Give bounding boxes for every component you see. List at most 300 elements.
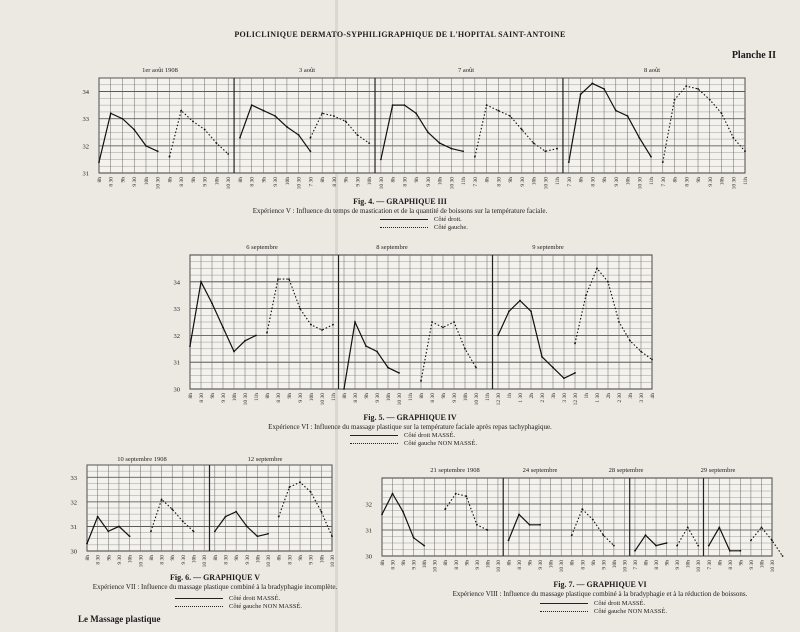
fig5-data-point: [651, 359, 653, 361]
fig4-plot: [83, 67, 750, 189]
fig5-data-point: [640, 351, 642, 353]
fig7-data-point: [602, 534, 604, 536]
fig4-xtick-label: 10h: [214, 177, 221, 186]
fig5-xtick-label: 10h: [232, 393, 238, 402]
fig6-data-point: [299, 481, 301, 483]
fig7-data-point: [718, 527, 720, 529]
fig6-xtick-label: 10 30: [330, 555, 336, 568]
fig6-xtick-label: 9 30: [244, 555, 251, 565]
fig7-xtick-label: 10 30: [622, 560, 629, 573]
fig4-data-point: [638, 137, 640, 139]
fig5-xtick-label: 10h: [386, 393, 392, 402]
fig4-data-point: [732, 137, 734, 139]
fig5-data-point: [541, 356, 543, 358]
fig4-data-point: [286, 126, 288, 128]
fig4-ytick-label: 32: [82, 143, 89, 151]
fig7-data-point: [697, 545, 699, 547]
fig7-xtick-label: 8 30: [727, 560, 734, 570]
fig4-data-point: [685, 85, 687, 87]
fig6-data-point: [320, 511, 322, 513]
fig7-title: Fig. 7. — GRAPHIQUE VI: [553, 580, 647, 589]
fig5-data-point: [189, 345, 191, 347]
fig6-data-point: [161, 499, 163, 501]
fig5-data-point: [255, 335, 257, 337]
fig7-data-point: [402, 511, 404, 513]
fig4-data-point: [345, 121, 347, 123]
fig4-xtick-label: 8 30: [249, 177, 256, 187]
fig4-xtick-label: 9h: [120, 177, 127, 183]
fig5-ytick-label: 34: [173, 279, 180, 287]
fig6-xtick-label: 10h: [191, 555, 198, 564]
fig5-xtick-label: 12 30: [496, 393, 502, 406]
fig6-data-point: [310, 491, 312, 493]
fig6-xtick-label: 10 30: [138, 555, 145, 568]
fig6-data-point: [278, 516, 280, 518]
legend-solid-line: [350, 435, 398, 436]
fig7-data-point: [571, 534, 573, 536]
fig4-data-point: [310, 150, 312, 152]
fig7-xtick-label: 9h: [590, 560, 597, 566]
fig7-xtick-label: 8 30: [390, 560, 397, 570]
fig4-data-point: [521, 129, 523, 131]
fig6-data-point: [246, 526, 248, 528]
fig5-data-point: [277, 278, 279, 280]
fig6-xtick-label: 10 30: [266, 555, 273, 568]
fig5-data-point: [596, 268, 598, 270]
fig5-xtick-label: 9 30: [375, 393, 381, 403]
fig6-title: Fig. 6. — GRAPHIQUE V: [169, 573, 261, 582]
fig4-xtick-label: 11h: [649, 177, 656, 186]
fig6-xtick-label: 8 30: [223, 555, 230, 565]
fig4-data-point: [110, 112, 112, 114]
fig4-xtick-label: 9 30: [425, 177, 432, 187]
fig7-xtick-label: 8h: [569, 560, 576, 566]
fig7-data-point: [508, 540, 510, 542]
fig5-data-point: [233, 351, 235, 353]
fig5-xtick-label: 1 30: [518, 393, 524, 403]
fig7-xtick-label: 9 30: [538, 560, 545, 570]
fig7-data-point: [581, 508, 583, 510]
fig4-data-point: [204, 129, 206, 131]
fig7-xtick-label: 10h: [611, 560, 618, 569]
fig7-xtick-label: 8h: [717, 560, 724, 566]
fig4-data-point: [133, 129, 135, 131]
fig4-data-point: [427, 131, 429, 133]
fig6-data-point: [225, 516, 227, 518]
fig6-plot: [71, 456, 337, 567]
fig4-data-point: [497, 110, 499, 112]
fig5-xtick-label: 2h: [606, 393, 612, 399]
fig5-data-point: [629, 340, 631, 342]
fig6-xtick-label: 9 30: [116, 555, 123, 565]
fig5-data-point: [431, 321, 433, 323]
fig5-xtick-label: 8h: [265, 393, 271, 399]
fig7-xtick-label: 7 30: [706, 560, 713, 570]
fig7-xtick-label: 10 30: [495, 560, 502, 573]
fig6-ytick-label: 31: [70, 523, 77, 531]
fig7-xtick-label: 9h: [527, 560, 534, 566]
plate-label: Planche II: [731, 50, 776, 61]
fig4-data-point: [509, 115, 511, 117]
fig4-data-point: [145, 145, 147, 147]
fig4-xtick-label: 11h: [743, 177, 749, 186]
fig5-data-point: [288, 278, 290, 280]
fig4-data-point: [98, 161, 100, 163]
fig4-data-point: [568, 161, 570, 163]
fig5-xtick-label: 2h: [529, 393, 535, 399]
fig6-xtick-label: 10h: [127, 555, 134, 564]
fig4-data-point: [216, 142, 218, 144]
fig7-xtick-label: 10 30: [696, 560, 703, 573]
fig6-xtick-label: 9h: [298, 555, 305, 561]
fig4-title-block: [180, 197, 620, 216]
fig5-legend: [350, 432, 477, 448]
fig6-xtick-label: 8 30: [95, 555, 102, 565]
fig5-data-point: [574, 372, 576, 374]
fig6-title-block: [90, 573, 340, 592]
fig5-data-point: [530, 310, 532, 312]
fig5-data-point: [420, 380, 422, 382]
page-footer: Le Massage plastique: [78, 614, 161, 624]
fig4-xtick-label: 7 30: [308, 177, 315, 187]
fig5-data-point: [343, 388, 345, 390]
fig4-data-point: [697, 88, 699, 90]
fig4-xtick-label: 10 30: [226, 177, 233, 190]
fig4-xtick-label: 9h: [508, 177, 515, 183]
fig4-data-point: [192, 121, 194, 123]
fig7-xtick-label: 9 30: [474, 560, 481, 570]
fig5-data-point: [607, 281, 609, 283]
fig4-data-point: [251, 104, 253, 106]
fig4-data-point: [157, 150, 159, 152]
fig6-xtick-label: 8 30: [287, 555, 294, 565]
fig7-data-point: [634, 550, 636, 552]
fig4-xtick-label: 8h: [167, 177, 174, 183]
fig4-xtick-label: 10h: [719, 177, 726, 186]
fig7-data-point: [687, 527, 689, 529]
fig5-ytick-label: 32: [173, 332, 180, 340]
fig7-xtick-label: 8 30: [580, 560, 587, 570]
fig7-legend-left: Côté gauche NON MASSÉ.: [594, 608, 667, 615]
fig5-data-point: [475, 367, 477, 369]
fig5-xtick-label: 4h: [650, 393, 656, 399]
fig5-data-point: [398, 372, 400, 374]
fig4-xtick-label: 8h: [390, 177, 397, 183]
fig7-data-point: [529, 524, 531, 526]
fig7-data-point: [750, 540, 752, 542]
fig6-xtick-label: 10h: [319, 555, 326, 564]
fig4-data-point: [662, 161, 664, 163]
fig6-xtick-label: 8h: [148, 555, 155, 561]
fig4-xtick-label: 9 30: [132, 177, 139, 187]
fig5-data-point: [299, 308, 301, 310]
fig6-xtick-label: 9h: [170, 555, 177, 561]
legend-solid-line: [175, 598, 223, 599]
fig5-xtick-label: 8h: [342, 393, 348, 399]
fig5-group-label: 6 septembre: [246, 244, 278, 251]
fig4-data-point: [556, 148, 558, 150]
fig7-data-point: [539, 524, 541, 526]
fig4-data-point: [615, 110, 617, 112]
fig5-xtick-label: 10 30: [320, 393, 326, 406]
fig5-group-label: 8 septembre: [376, 244, 408, 251]
fig5-data-point: [321, 329, 323, 331]
fig4-xtick-label: 10 30: [637, 177, 644, 190]
fig5-xtick-label: 3 30: [562, 393, 568, 403]
fig5-data-point: [508, 310, 510, 312]
fig7-xtick-label: 10h: [485, 560, 492, 569]
fig6-ytick-label: 30: [70, 548, 77, 556]
fig4-xtick-label: 10h: [367, 177, 374, 186]
fig7-xtick-label: 8 30: [654, 560, 661, 570]
fig5-xtick-label: 8 30: [353, 393, 359, 403]
fig5-xtick-label: 9 30: [298, 393, 304, 403]
fig7-xtick-label: 9 30: [411, 560, 418, 570]
fig6-data-point: [331, 535, 333, 537]
fig7-xtick-label: 9 30: [675, 560, 682, 570]
fig4-data-point: [310, 137, 312, 139]
fig4-data-point: [603, 88, 605, 90]
fig5-data-point: [552, 367, 554, 369]
fig5-data-point: [332, 324, 334, 326]
fig4-xtick-label: 9 30: [707, 177, 714, 187]
fig4-xtick-label: 9 30: [355, 177, 362, 187]
fig5-xtick-label: 8 30: [430, 393, 436, 403]
fig5-xtick-label: 10 30: [474, 393, 480, 406]
fig5-data-point: [464, 348, 466, 350]
fig4-data-point: [709, 99, 711, 101]
fig5-title: Fig. 5. — GRAPHIQUE IV: [363, 413, 457, 422]
fig4-xtick-label: 8h: [672, 177, 679, 183]
fig4-xtick-label: 10 30: [296, 177, 303, 190]
fig7-data-point: [487, 529, 489, 531]
fig7-data-point: [423, 545, 425, 547]
fig7-xtick-label: 9 30: [748, 560, 755, 570]
fig5-xtick-label: 3h: [551, 393, 557, 399]
fig4-caption: Expérience V : Influence du temps de mastication et de la quantité de boissons sur la température faciale.: [252, 207, 548, 215]
fig4-xtick-label: 9h: [696, 177, 703, 183]
fig7-data-point: [782, 555, 784, 557]
fig5-xtick-label: 9h: [210, 393, 216, 399]
fig4-data-point: [357, 134, 359, 136]
fig4-xtick-label: 8 30: [590, 177, 597, 187]
fig6-xtick-label: 8h: [212, 555, 219, 561]
fig5-xtick-label: 10h: [309, 393, 315, 402]
fig7-data-point: [455, 493, 457, 495]
fig4-xtick-label: 8h: [97, 177, 103, 183]
fig4-data-point: [368, 142, 370, 144]
fig7-xtick-label: 10h: [759, 560, 766, 569]
fig5-xtick-label: 10 30: [397, 393, 403, 406]
fig4-data-point: [380, 159, 382, 161]
fig4-ytick-label: 31: [82, 170, 89, 178]
fig4-xtick-label: 9h: [414, 177, 421, 183]
fig5-ytick-label: 31: [173, 359, 180, 367]
fig5-xtick-label: 9h: [287, 393, 293, 399]
fig4-xtick-label: 8 30: [331, 177, 338, 187]
fig5-xtick-label: 3h: [628, 393, 634, 399]
fig6-legend-right: Côté droit MASSÉ.: [229, 595, 281, 602]
fig6-data-point: [129, 535, 131, 537]
fig4-data-point: [180, 110, 182, 112]
fig6-data-point: [150, 530, 152, 532]
fig7-data-point: [413, 537, 415, 539]
fig6-legend-left: Côté gauche NON MASSÉ.: [229, 603, 302, 610]
legend-dotted-line: [350, 443, 398, 444]
fig7-ytick-label: 32: [365, 501, 372, 509]
fig4-data-point: [274, 115, 276, 117]
fig6-ytick-label: 33: [70, 474, 77, 482]
fig5-data-point: [365, 345, 367, 347]
fig4-xtick-label: 8h: [320, 177, 327, 183]
fig6-xtick-label: 10h: [255, 555, 262, 564]
fig6-xtick-label: 8h: [276, 555, 283, 561]
fig5-xtick-label: 11h: [331, 393, 337, 402]
fig7-xtick-label: 10 30: [559, 560, 566, 573]
fig5-xtick-label: 9h: [364, 393, 370, 399]
fig7-xtick-label: 8h: [643, 560, 650, 566]
fig4-xtick-label: 9h: [602, 177, 609, 183]
fig6-xtick-label: 9 30: [308, 555, 315, 565]
fig5-data-point: [519, 300, 521, 302]
fig7-legend-right: Côté droit MASSÉ.: [594, 600, 646, 607]
fig4-data-point: [650, 156, 652, 158]
fig4-data-point: [544, 150, 546, 152]
fig4-xtick-label: 7 30: [566, 177, 573, 187]
fig4-xtick-label: 8 30: [684, 177, 691, 187]
fig4-xtick-label: 10h: [531, 177, 538, 186]
fig4-data-point: [392, 104, 394, 106]
fig4-data-point: [169, 156, 171, 158]
fig4-xtick-label: 9 30: [273, 177, 280, 187]
fig6-legend: [175, 595, 302, 611]
fig5-xtick-label: 9h: [441, 393, 447, 399]
legend-dotted-line: [540, 611, 588, 612]
legend-dotted-line: [175, 606, 223, 607]
fig7-data-point: [592, 519, 594, 521]
fig5-group-label: 9 septembre: [532, 244, 564, 251]
fig6-data-point: [235, 511, 237, 513]
fig7-xtick-label: 9h: [464, 560, 471, 566]
fig4-xtick-label: 9h: [261, 177, 268, 183]
fig7-xtick-label: 10h: [548, 560, 555, 569]
fig4-data-point: [403, 104, 405, 106]
fig5-data-point: [376, 351, 378, 353]
fig6-group-label: 12 septembre: [247, 456, 283, 463]
fig5-data-point: [563, 377, 565, 379]
fig7-group-label: 28 septembre: [608, 467, 644, 474]
fig6-data-point: [288, 486, 290, 488]
fig4-xtick-label: 10 30: [378, 177, 385, 190]
fig7-xtick-label: 7 30: [632, 560, 639, 570]
fig7-xtick-label: 9 30: [601, 560, 608, 570]
fig7-xtick-label: 10 30: [432, 560, 439, 573]
page-header: POLICLINIQUE DERMATO-SYPHILIGRAPHIQUE DE L'HOPITAL SAINT-ANTOINE: [234, 30, 566, 39]
fig5-data-point: [618, 321, 620, 323]
fig7-data-point: [518, 514, 520, 516]
fig4-data-point: [580, 93, 582, 95]
fig7-xtick-label: 10h: [422, 560, 429, 569]
fig4-xtick-label: 8h: [484, 177, 491, 183]
fig5-data-point: [442, 326, 444, 328]
fig7-caption: Expérience VIII : Influence du massage plastique combiné à la bradyphagie et à la réduction de boissons.: [452, 590, 748, 598]
fig4-xtick-label: 10 30: [731, 177, 738, 190]
fig7-data-point: [381, 514, 383, 516]
fig4-data-point: [333, 115, 335, 117]
fig7-ytick-label: 31: [365, 527, 372, 535]
fig4-xtick-label: 7 30: [660, 177, 667, 187]
fig4-data-point: [674, 99, 676, 101]
fig5-xtick-label: 11h: [485, 393, 491, 402]
fig6-data-point: [182, 521, 184, 523]
fig5-caption: Expérience VI : Influence du massage plastique sur la température faciale après repas tachyphagique.: [268, 423, 552, 431]
legend-solid-line: [380, 219, 428, 220]
fig4-data-point: [439, 142, 441, 144]
fig4-xtick-label: 9h: [343, 177, 350, 183]
fig7-plot: [366, 467, 784, 572]
fig4-data-point: [239, 137, 241, 139]
fig7-xtick-label: 10h: [685, 560, 692, 569]
legend-dotted-line: [380, 227, 428, 228]
fig4-group-label: 1er août 1908: [142, 67, 178, 74]
fig6-xtick-label: 8h: [85, 555, 91, 561]
fig5-data-point: [574, 343, 576, 345]
fig5-xtick-label: 1 30: [595, 393, 601, 403]
fig7-data-point: [613, 545, 615, 547]
fig4-xtick-label: 8 30: [402, 177, 409, 187]
fig7-data-point: [476, 524, 478, 526]
fig7-xtick-label: 8h: [380, 560, 386, 566]
fig7-data-point: [729, 550, 731, 552]
fig4-group-label: 7 août: [457, 67, 475, 74]
fig5-data-point: [266, 332, 268, 334]
fig7-data-point: [708, 545, 710, 547]
fig5-xtick-label: 8 30: [199, 393, 205, 403]
fig7-xtick-label: 9h: [664, 560, 671, 566]
legend-solid-line: [540, 603, 588, 604]
fig5-data-point: [222, 326, 224, 328]
fig5-xtick-label: 9 30: [221, 393, 227, 403]
fig5-xtick-label: 12 30: [573, 393, 579, 406]
fig6-data-point: [214, 530, 216, 532]
fig4-xtick-label: 8 30: [108, 177, 115, 187]
fig5-xtick-label: 11h: [254, 393, 260, 402]
fig5-title-block: [190, 413, 630, 432]
fig5-legend-right: Côté droit MASSÉ.: [404, 432, 456, 439]
fig7-data-point: [465, 495, 467, 497]
fig6-xtick-label: 8 30: [159, 555, 166, 565]
fig4-xtick-label: 9 30: [613, 177, 620, 187]
fig5-xtick-label: 11h: [408, 393, 414, 402]
fig7-xtick-label: 10 30: [770, 560, 776, 573]
fig4-xtick-label: 11h: [461, 177, 468, 186]
fig4-legend: [380, 216, 468, 232]
fig7-data-point: [645, 534, 647, 536]
fig6-data-point: [118, 526, 120, 528]
fig5-xtick-label: 8 30: [276, 393, 282, 403]
fig7-data-point: [739, 550, 741, 552]
fig4-xtick-label: 7 30: [472, 177, 479, 187]
fig4-xtick-label: 9 30: [519, 177, 526, 187]
fig5-data-point: [244, 340, 246, 342]
fig4-xtick-label: 10h: [437, 177, 444, 186]
fig6-data-point: [193, 530, 195, 532]
fig5-xtick-label: 9 30: [452, 393, 458, 403]
fig4-data-point: [474, 156, 476, 158]
fig7-data-point: [771, 540, 773, 542]
fig5-data-point: [354, 321, 356, 323]
fig7-xtick-label: 8 30: [453, 560, 460, 570]
